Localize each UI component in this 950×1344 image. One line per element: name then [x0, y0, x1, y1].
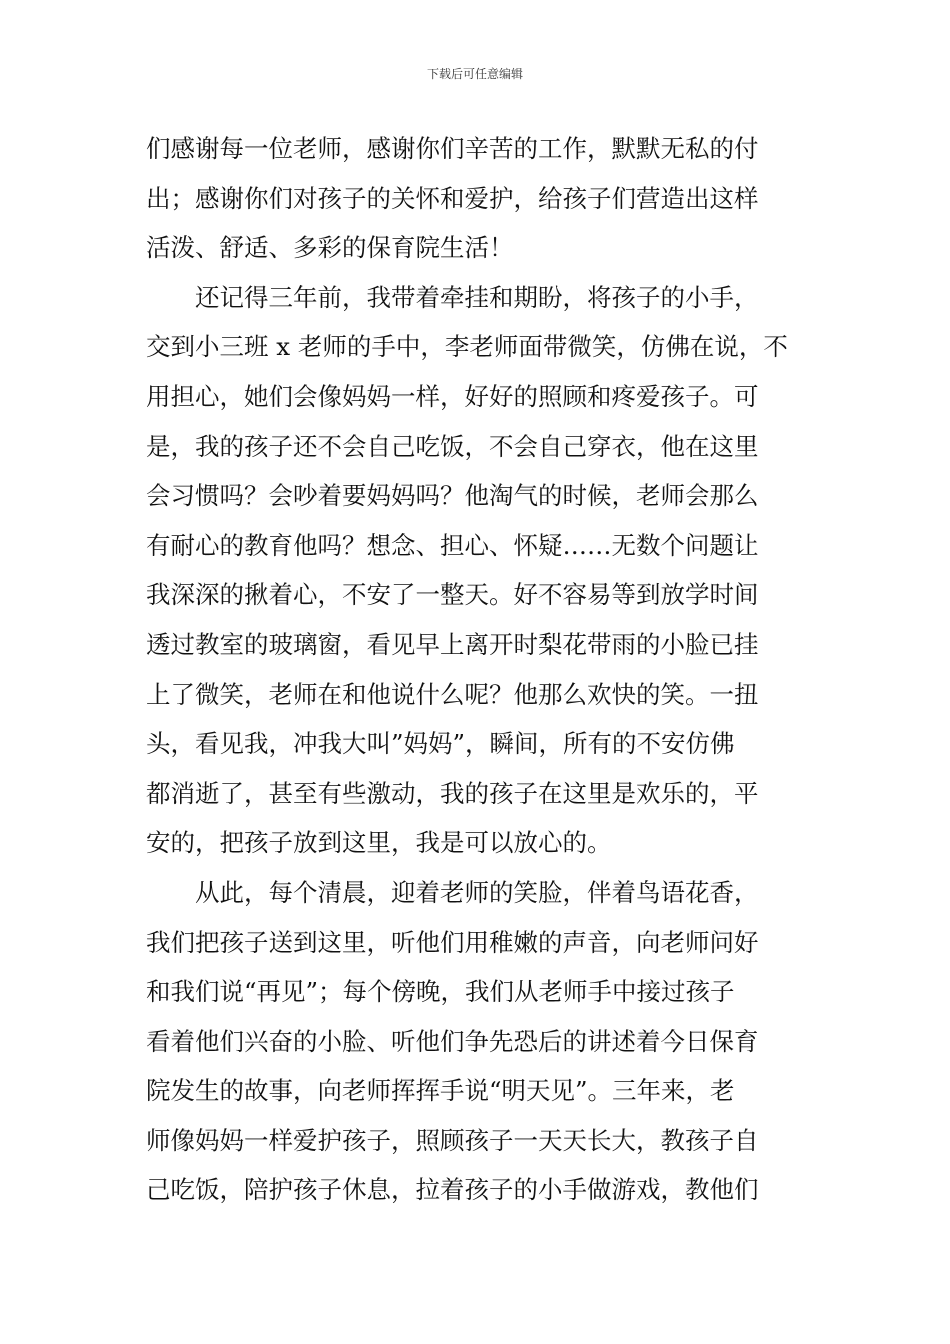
text-line: 头，看见我，冲我大叫”妈妈”，瞬间，所有的不安仿佛: [146, 729, 735, 759]
text-line: 透过教室的玻璃窗，看见早上离开时梨花带雨的小脸已挂: [146, 629, 759, 659]
text-line: 师像妈妈一样爱护孩子，照顾孩子一天天长大，教孩子自: [146, 1125, 759, 1155]
text-line: 都消逝了，甚至有些激动，我的孩子在这里是欢乐的，平: [146, 778, 759, 808]
text-line: 和我们说“再见”；每个傍晚，我们从老师手中接过孩子: [146, 977, 735, 1007]
text-line: 还记得三年前，我带着牵挂和期盼，将孩子的小手，: [195, 282, 759, 312]
text-line: 从此，每个清晨，迎着老师的笑脸，伴着鸟语花香，: [195, 877, 759, 907]
text-line: 看着他们兴奋的小脸、听他们争先恐后的讲述着今日保育: [146, 1026, 759, 1056]
text-line: 会习惯吗？会吵着要妈妈吗？他淘气的时候，老师会那么: [146, 481, 759, 511]
text-line: 我深深的揪着心，不安了一整天。好不容易等到放学时间: [146, 580, 759, 610]
text-line: 上了微笑，老师在和他说什么呢？他那么欢快的笑。一扭: [146, 679, 759, 709]
text-line: 交到小三班 x 老师的手中，李老师面带微笑，仿佛在说，不: [146, 332, 788, 362]
text-line: 我们把孩子送到这里，听他们用稚嫩的声音，向老师问好: [146, 927, 759, 957]
text-line: 有耐心的教育他吗？想念、担心、怀疑……无数个问题让: [146, 530, 759, 560]
text-line: 是，我的孩子还不会自己吃饭，不会自己穿衣，他在这里: [146, 431, 759, 461]
text-line: 院发生的故事，向老师挥挥手说“明天见”。三年来，老: [146, 1076, 735, 1106]
text-line: 用担心，她们会像妈妈一样，好好的照顾和疼爱孩子。可: [146, 381, 759, 411]
text-line: 出；感谢你们对孩子的关怀和爱护，给孩子们营造出这样: [146, 183, 759, 213]
text-line: 己吃饭，陪护孩子休息，拉着孩子的小手做游戏，教他们: [146, 1175, 759, 1205]
page-header: 下载后可任意编辑: [426, 67, 523, 81]
text-line: 们感谢每一位老师，感谢你们辛苦的工作，默默无私的付: [146, 134, 759, 163]
text-line: 安的，把孩子放到这里，我是可以放心的。: [146, 828, 612, 858]
document-body: [146, 124, 808, 1215]
text-line: 活泼、舒适、多彩的保育院生活！: [146, 233, 514, 263]
